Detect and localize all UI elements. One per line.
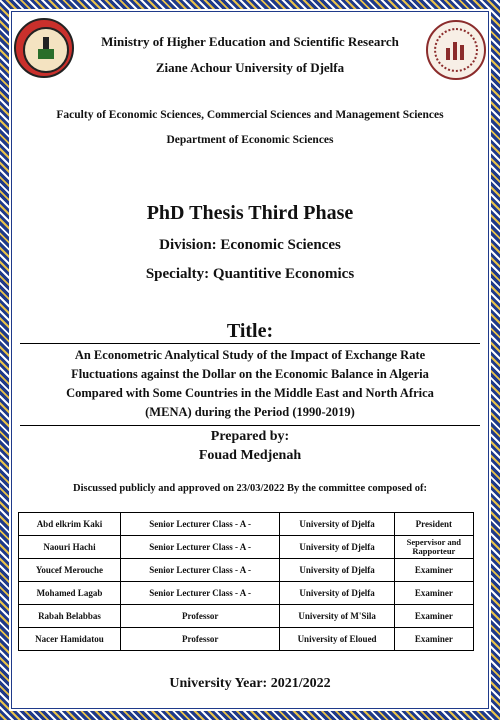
university-name: Ziane Achour University of Djelfa bbox=[155, 60, 345, 75]
title-line: An Econometric Analytical Study of the Impact of Exchange Rate bbox=[74, 348, 426, 362]
member-rank: Senior Lecturer Class - A - bbox=[120, 513, 280, 536]
member-university: University of Djelfa bbox=[280, 536, 394, 559]
member-name: Rabah Belabbas bbox=[19, 605, 121, 628]
department-name: Department of Economic Sciences bbox=[166, 134, 334, 146]
title-line: (MENA) during the Period (1990-2019) bbox=[145, 405, 355, 419]
member-role: President bbox=[394, 513, 473, 536]
discussion-statement: Discussed publicly and approved on 23/03/2022 By the committee composed of: bbox=[73, 483, 427, 494]
division: Division: Economic Sciences bbox=[159, 237, 341, 253]
member-rank: Senior Lecturer Class - A - bbox=[120, 536, 280, 559]
member-university: University of Djelfa bbox=[280, 582, 394, 605]
title-bottom-rule bbox=[20, 425, 480, 426]
member-role: Examiner bbox=[394, 628, 473, 651]
member-rank: Senior Lecturer Class - A - bbox=[120, 582, 280, 605]
member-university: University of Djelfa bbox=[280, 513, 394, 536]
title-line: Fluctuations against the Dollar on the Economic Balance in Algeria bbox=[71, 367, 429, 381]
member-role: Examiner bbox=[394, 582, 473, 605]
title-top-rule bbox=[20, 343, 480, 344]
thesis-phase: PhD Thesis Third Phase bbox=[146, 202, 354, 224]
title-label: Title: bbox=[226, 320, 274, 342]
prepared-by-label: Prepared by: bbox=[210, 429, 290, 444]
member-name: Naouri Hachi bbox=[19, 536, 121, 559]
table-row bbox=[19, 513, 474, 536]
member-university: University of Djelfa bbox=[280, 559, 394, 582]
table-row bbox=[19, 582, 474, 605]
member-rank: Senior Lecturer Class - A - bbox=[120, 559, 280, 582]
table-row bbox=[19, 628, 474, 651]
member-rank: Professor bbox=[120, 628, 280, 651]
ministry-name: Ministry of Higher Education and Scientific Research bbox=[101, 34, 399, 49]
title-line: Compared with Some Countries in the Middle East and North Africa bbox=[66, 386, 434, 400]
member-role: Sepervisor and Rapporteur bbox=[394, 536, 473, 559]
member-rank: Professor bbox=[120, 605, 280, 628]
author-name: Fouad Medjenah bbox=[198, 448, 302, 463]
member-university: University of M'Sila bbox=[280, 605, 394, 628]
member-role: Examiner bbox=[394, 605, 473, 628]
university-year: University Year: 2021/2022 bbox=[169, 676, 331, 691]
specialty: Specialty: Quantitive Economics bbox=[145, 266, 355, 282]
member-name: Youcef Merouche bbox=[19, 559, 121, 582]
member-name: Abd elkrim Kaki bbox=[19, 513, 121, 536]
table-row bbox=[19, 605, 474, 628]
table-row bbox=[19, 559, 474, 582]
faculty-name: Faculty of Economic Sciences, Commercial Sciences and Management Sciences bbox=[56, 109, 444, 121]
table-row bbox=[19, 536, 474, 559]
member-name: Mohamed Lagab bbox=[19, 582, 121, 605]
member-name: Nacer Hamidatou bbox=[19, 628, 121, 651]
member-university: University of Eloued bbox=[280, 628, 394, 651]
member-role: Examiner bbox=[394, 559, 473, 582]
committee-table bbox=[18, 512, 474, 651]
